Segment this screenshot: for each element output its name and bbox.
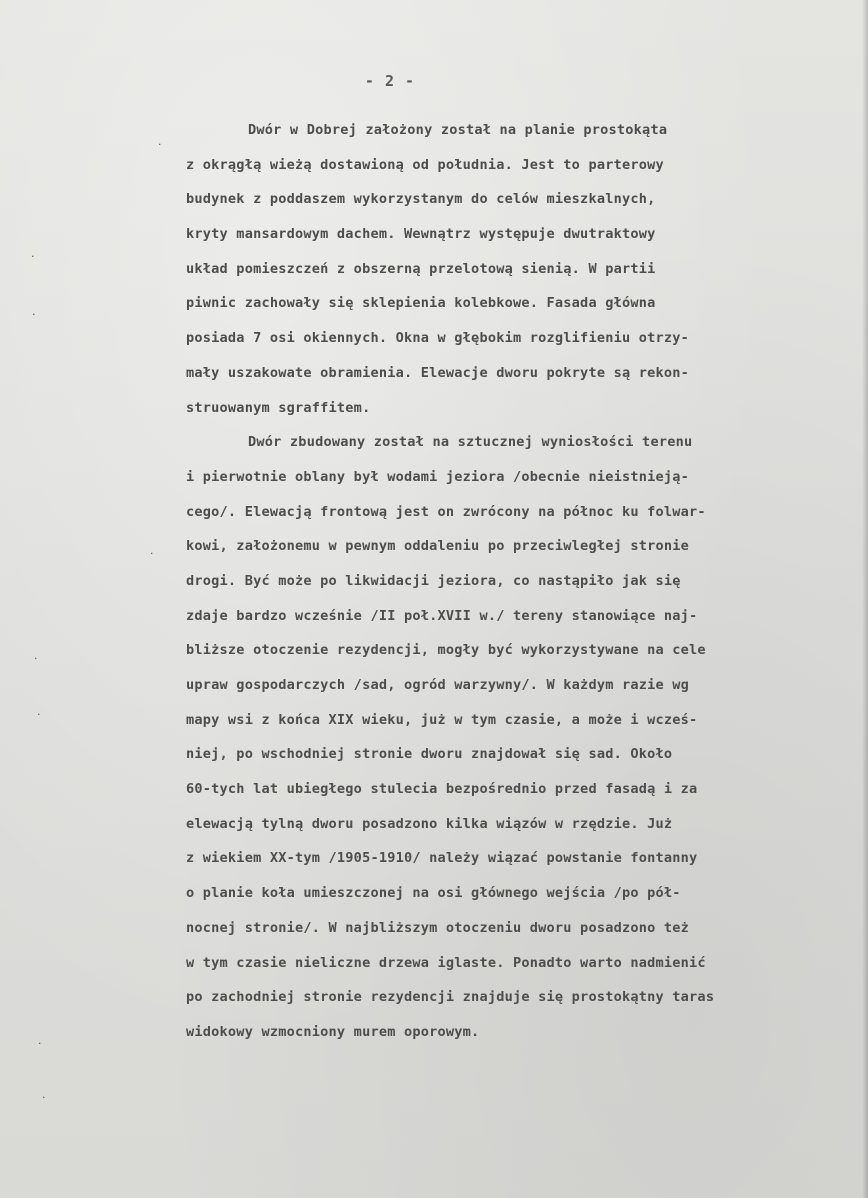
margin-speck: ·	[38, 1037, 42, 1050]
margin-speck: ·	[31, 250, 35, 263]
text-line: Dwór zbudowany został na sztucznej wyniosłości terenu	[248, 434, 693, 451]
text-line: mały uszakowate obramienia. Elewacje dworu pokryte są rekon-	[186, 364, 690, 381]
text-line: układ pomieszczeń z obszerną przelotową sienią. W partii	[186, 260, 656, 277]
text-line: budynek z poddaszem wykorzystanym do celów mieszkalnych,	[186, 191, 656, 208]
text-line: Dwór w Dobrej założony został na planie prostokąta	[248, 122, 668, 138]
text-line: posiada 7 osi okiennych. Okna w głębokim rozglifieniu otrzy-	[186, 330, 690, 347]
text-line: struowanym sgraffitem.	[186, 399, 371, 416]
page-number: - 2 -	[364, 72, 416, 90]
body-text	[186, 113, 826, 1050]
margin-speck: ·	[32, 308, 36, 321]
text-line: po zachodniej stronie rezydencji znajduje się prostokątny taras	[186, 989, 715, 1006]
margin-speck: ·	[150, 547, 154, 560]
paper-edge-shadow	[862, 0, 868, 1198]
text-line: widokowy wzmocniony murem oporowym.	[186, 1023, 480, 1040]
text-line: drogi. Być może po likwidacji jeziora, co nastąpiło jak się	[186, 572, 681, 589]
text-line: piwnic zachowały się sklepienia kolebkowe. Fasada główna	[186, 295, 656, 312]
margin-speck: ·	[34, 652, 38, 665]
text-line: bliższe otoczenie rezydencji, mogły być wykorzystywane na cele	[186, 642, 706, 659]
text-line: z wiekiem XX-tym /1905-1910/ należy wiązać powstanie fontanny	[186, 850, 698, 867]
text-line: niej, po wschodniej stronie dworu znajdował się sad. Około	[186, 746, 673, 763]
text-line: z okrągłą wieżą dostawioną od południa. Jest to parterowy	[186, 156, 664, 173]
text-line: upraw gospodarczych /sad, ogród warzywny/. W każdym razie wg	[186, 677, 690, 693]
text-line: 60-tych lat ubiegłego stulecia bezpośrednio przed fasadą i za	[186, 781, 698, 798]
text-line: zdaje bardzo wcześnie /II poł.XVII w./ tereny stanowiące naj-	[186, 607, 698, 624]
text-line: kowi, założonemu w pewnym oddaleniu po przeciwległej stronie	[186, 538, 690, 555]
text-line: kryty mansardowym dachem. Wewnątrz występuje dwutraktowy	[186, 226, 656, 243]
text-line: o planie koła umieszczonej na osi głównego wejścia /po pół-	[186, 885, 681, 902]
text-line: mapy wsi z końca XIX wieku, już w tym czasie, a może i wcześ-	[186, 711, 698, 728]
text-line: i pierwotnie oblany był wodami jeziora /obecnie nieistnieją-	[186, 468, 690, 485]
text-line: cego/. Elewacją frontową jest on zwrócony na północ ku folwar-	[186, 503, 706, 520]
margin-speck: ·	[158, 138, 162, 151]
text-line: w tym czasie nieliczne drzewa iglaste. Ponadto warto nadmienić	[186, 954, 706, 971]
text-line: elewacją tylną dworu posadzono kilka wiązów w rzędzie. Już	[186, 815, 673, 832]
margin-speck: ·	[37, 708, 41, 721]
text-line: nocnej stronie/. W najbliższym otoczeniu dworu posadzono też	[186, 919, 690, 936]
margin-speck: ·	[42, 1091, 46, 1104]
